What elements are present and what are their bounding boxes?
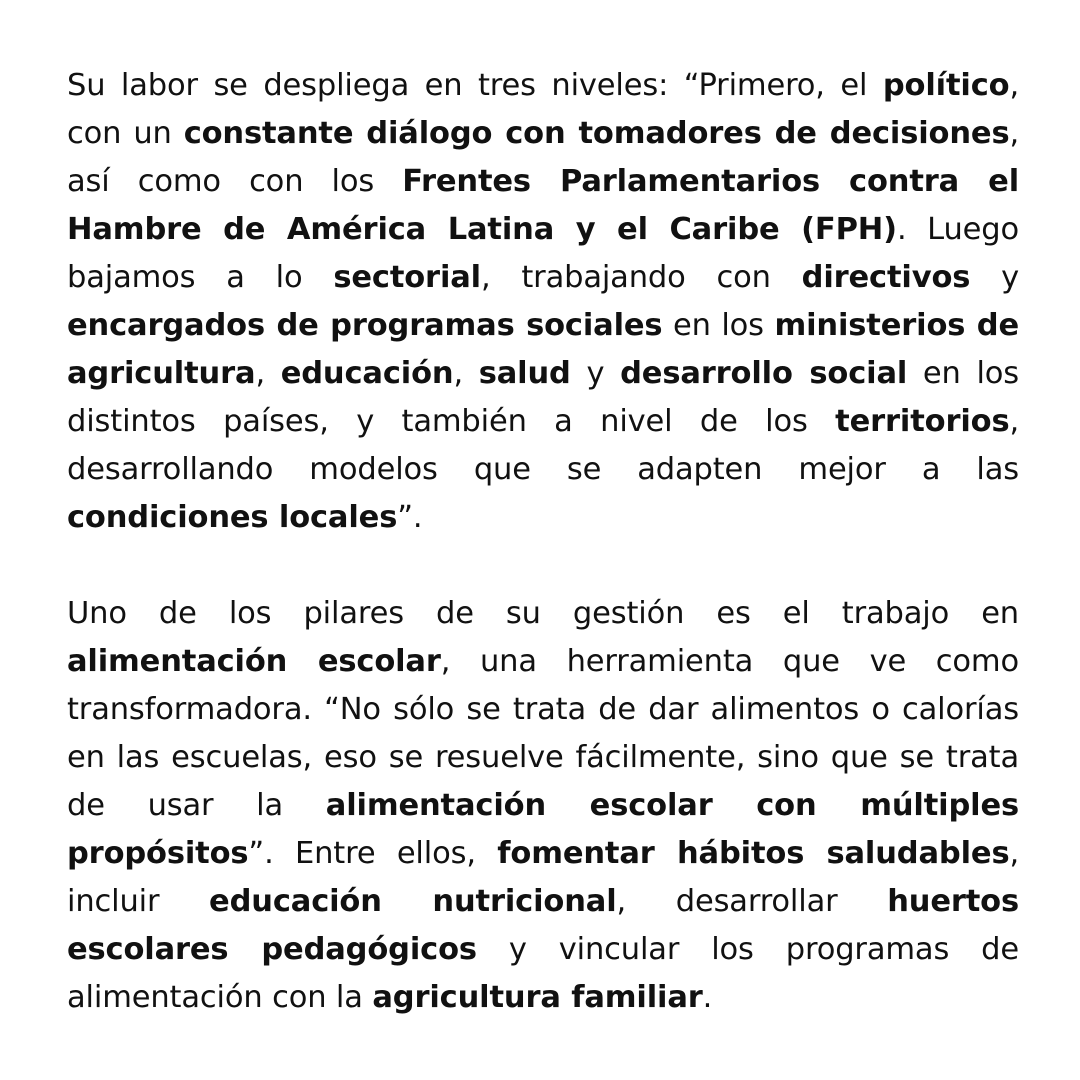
bold-phrase: educación nutricional <box>209 884 617 919</box>
text-run: Uno de los pilares de su gestión es el trabajo en <box>67 596 1019 631</box>
text-run: y vincular los programas de alimentación con la <box>67 932 1020 1015</box>
bold-phrase: alimentación escolar con múltiples propósitos <box>67 788 1019 871</box>
bold-phrase: constante diálogo con tomadores de decisiones <box>183 116 1010 151</box>
text-run: , así como con los <box>67 116 1019 199</box>
bold-phrase: salud <box>478 356 571 391</box>
bold-phrase: ministerios de agricultura <box>67 308 1019 391</box>
paragraph-school-feeding <box>67 590 1019 1022</box>
text-run: , desarrollar <box>616 884 888 919</box>
text-run: , incluir <box>67 836 1019 919</box>
bold-phrase: fomentar hábitos saludables <box>497 836 1010 871</box>
bold-phrase: huertos escolares pedagógicos <box>67 884 1019 967</box>
bold-phrase: alimentación escolar <box>67 644 441 679</box>
article-text <box>67 62 1019 1022</box>
bold-phrase: Frentes Parlamentarios contra el Hambre de América Latina y el Caribe (FPH) <box>67 164 1020 247</box>
text-run: , con un <box>67 68 1019 151</box>
text-run: Su labor se despliega en tres niveles: “Primero, el <box>67 68 883 103</box>
paragraph-levels <box>67 62 1019 542</box>
text-run: y <box>970 260 1020 295</box>
text-run: , desarrollando modelos que se adapten mejor a las <box>67 404 1019 487</box>
text-run: ”. <box>397 500 423 535</box>
bold-phrase: directivos <box>801 260 971 295</box>
text-run: en los distintos países, y también a nivel de los <box>67 356 1020 439</box>
bold-phrase: educación <box>280 356 454 391</box>
text-run: y <box>570 356 621 391</box>
text-run: en los <box>662 308 775 343</box>
bold-phrase: político <box>882 68 1010 103</box>
text-run: , <box>255 356 281 391</box>
bold-phrase: territorios <box>835 404 1010 439</box>
text-run: , <box>453 356 479 391</box>
bold-phrase: desarrollo social <box>620 356 908 391</box>
text-run: . <box>702 980 713 1015</box>
bold-phrase: sectorial <box>333 260 481 295</box>
bold-phrase: condiciones locales <box>67 500 398 535</box>
text-run: , una herramienta que ve como transformadora. “No sólo se trata de dar alimentos o calorías en las escuelas, eso se resuelve fácilmente, sino que se trata de usar la <box>67 644 1020 823</box>
text-run: . Luego bajamos a lo <box>67 212 1019 295</box>
text-run: ”. Entre ellos, <box>248 836 498 871</box>
text-run: , trabajando con <box>480 260 802 295</box>
bold-phrase: encargados de programas sociales <box>67 308 663 343</box>
bold-phrase: agricultura familiar <box>372 980 703 1015</box>
